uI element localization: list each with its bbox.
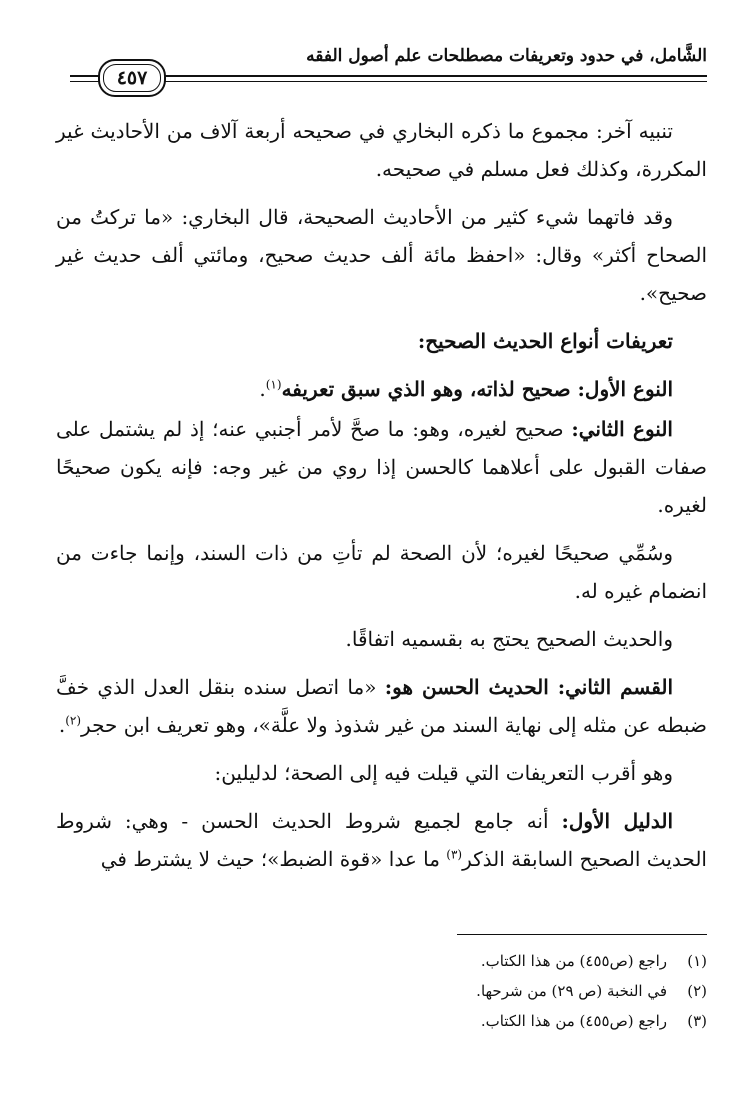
term-label: النوع الثاني: [571, 417, 673, 441]
footnotes [56, 946, 707, 1036]
paragraph-text: ما عدا «قوة الضبط»؛ حيث لا يشترط في [100, 847, 447, 871]
paragraph: وقد فاتهما شيء كثير من الأحاديث الصحيحة، قال البخاري: «ما تركتُ من الصحاح أكثر» وقال: «احفظ مائة ألف حديث صحيح، ومائتي ألف حديث غير صحيح». [56, 205, 707, 305]
term-label: الدليل الأول: [561, 809, 674, 833]
running-header-title: الشَّامل، في حدود وتعريفات مصطلحات علم أصول الفقه [306, 46, 707, 66]
footnote-number: (٢) [687, 982, 707, 1000]
paragraph [56, 802, 707, 878]
paragraph [56, 370, 707, 408]
page-number: ٤٥٧ [98, 59, 166, 97]
footnote-number: (١) [687, 952, 707, 970]
paragraph-text: «ما اتصل سنده بنقل العدل الذي خفَّ ضبطه عن مثله إلى نهاية السند من غير شذوذ ولا علَّة»، وهو تعريف ابن حجر [56, 675, 707, 737]
footnote [56, 976, 707, 1006]
paragraph: والحديث الصحيح يحتج به بقسميه اتفاقًا. [345, 627, 673, 651]
footnote-ref[interactable]: (١) [265, 377, 282, 392]
punctuation: . [259, 377, 266, 401]
footnote [56, 1006, 707, 1036]
footnote-ref[interactable]: (٣) [446, 847, 463, 862]
paragraph: تنبيه آخر: مجموع ما ذكره البخاري في صحيحه أربعة آلاف من الأحاديث غير المكررة، وكذلك فعل مسلم في صحيحه. [56, 119, 707, 181]
paragraph [56, 668, 707, 744]
main-text [56, 112, 707, 888]
footnote-text: راجع (ص٤٥٥) من هذا الكتاب. [480, 1012, 667, 1030]
footnote-text: راجع (ص٤٥٥) من هذا الكتاب. [480, 952, 667, 970]
paragraph: وهو أقرب التعريفات التي قيلت فيه إلى الصحة؛ لدليلين: [214, 761, 673, 785]
footnote-ref[interactable]: (٢) [65, 713, 82, 728]
paragraph: وسُمِّي صحيحًا لغيره؛ لأن الصحة لم تأتِ من ذات السند، وإنما جاءت من انضمام غيره له. [56, 541, 707, 603]
footnote-rule [457, 934, 707, 935]
paragraph [56, 410, 707, 524]
paragraph-text: صحيح لغيره، وهو: ما صحَّ لأمر أجنبي عنه؛ إذ لم يشتمل على صفات القبول على أعلاهما كالحسن إذا روي من غير وجه: فإنه يكون صحيحًا لغيره. [56, 417, 707, 517]
paragraph-text: أنه جامع لجميع شروط الحديث الحسن - وهي: شروط الحديث الصحيح السابقة الذكر [56, 809, 707, 871]
section-heading: تعريفات أنواع الحديث الصحيح: [417, 329, 673, 353]
punctuation: . [58, 713, 66, 737]
footnote [56, 946, 707, 976]
paragraph-text: صحيح لذاته، وهو الذي سبق تعريفه [281, 377, 578, 401]
term-label: النوع الأول: [577, 377, 673, 401]
footnote-text: في النخبة (ص ٢٩) من شرحها. [476, 982, 667, 1000]
footnote-number: (٣) [687, 1012, 707, 1030]
term-label: القسم الثاني: الحديث الحسن هو: [384, 675, 673, 699]
